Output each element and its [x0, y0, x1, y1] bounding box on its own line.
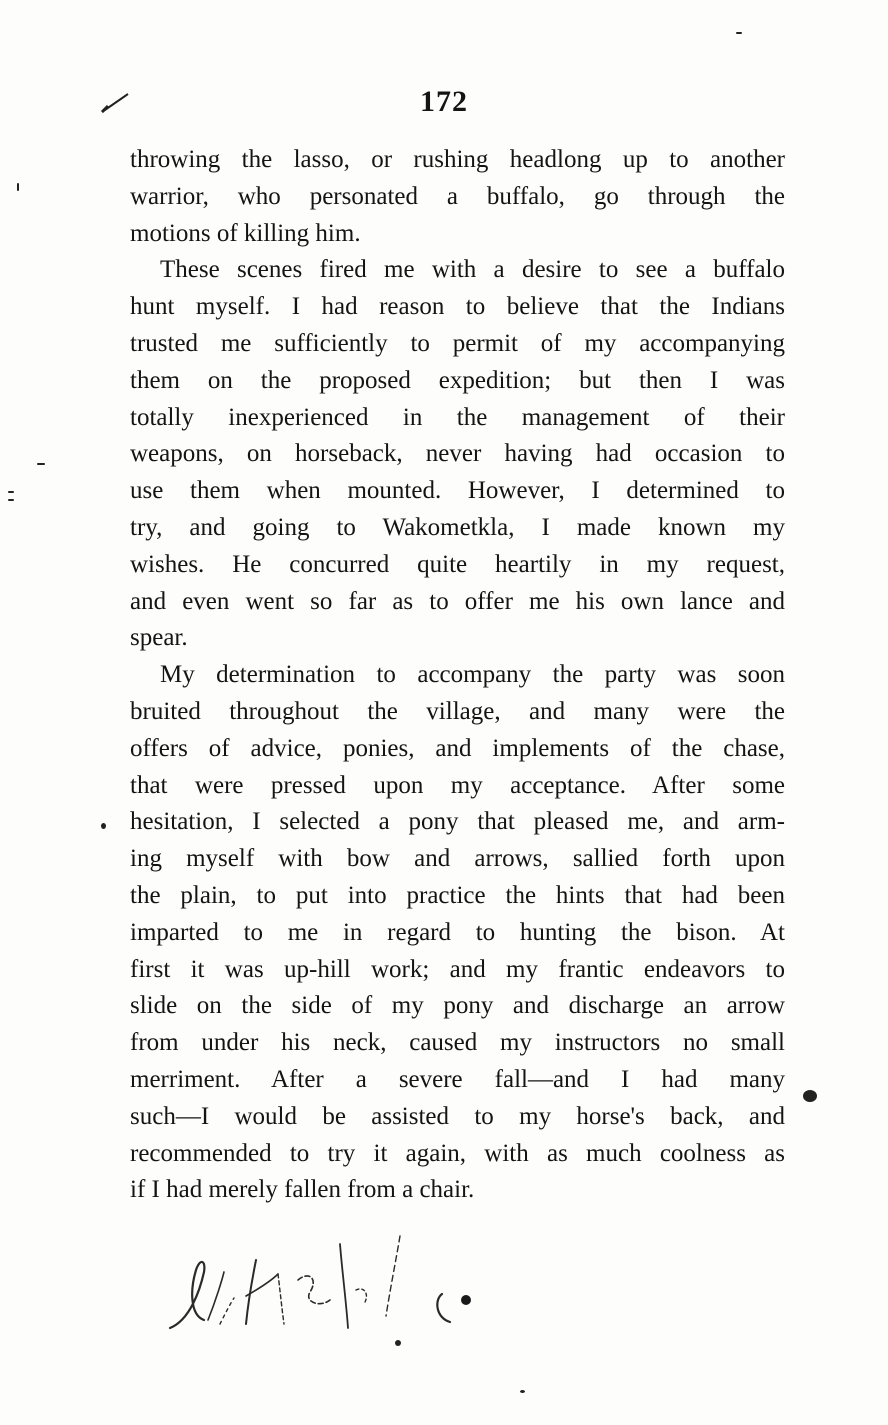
text-line: warrior, who personated a buffalo, go through the	[130, 182, 785, 210]
text-line: and even went so far as to offer me his own lance and	[130, 587, 785, 615]
text-line: totally inexperienced in the management of their	[130, 403, 785, 431]
ink-speck	[736, 32, 742, 34]
paragraph-3	[130, 657, 785, 1209]
text-line: first it was up-hill work; and my frantic endeavors to	[130, 955, 785, 983]
margin-mark-top-left	[100, 92, 130, 114]
page-number: 172	[420, 85, 468, 118]
text-line: use them when mounted. However, I determined to	[130, 477, 785, 505]
text-line: try, and going to Wakometkla, I made known my	[130, 513, 785, 541]
text-line: wishes. He concurred quite heartily in my request,	[130, 550, 785, 578]
text-line: motions of killing him.	[130, 219, 361, 247]
body-text	[130, 142, 785, 1209]
text-line: My determination to accompany the party was soon	[160, 661, 785, 689]
ink-speck	[17, 183, 19, 191]
text-line: spear.	[130, 624, 188, 652]
ink-speck	[8, 499, 14, 501]
text-line: bruited throughout the village, and many were the	[130, 697, 785, 725]
text-line: the plain, to put into practice the hints that had been	[130, 881, 785, 909]
text-line: ing myself with bow and arrows, sallied forth upon	[130, 845, 785, 873]
ink-speck	[803, 1090, 817, 1102]
text-line: recommended to try it again, with as much coolness as	[130, 1139, 785, 1167]
text-line: such—I would be assisted to my horse's back, and	[130, 1102, 785, 1130]
text-line: hunt myself. I had reason to believe that the Indians	[130, 293, 785, 321]
handwritten-signature	[160, 1220, 500, 1370]
ink-speck	[520, 1390, 525, 1393]
text-line: slide on the side of my pony and discharge an arrow	[130, 992, 785, 1020]
paragraph-1	[130, 142, 785, 252]
ink-speck	[8, 491, 14, 493]
ink-speck	[37, 463, 45, 465]
text-line: that were pressed upon my acceptance. After some	[130, 771, 785, 799]
text-line: them on the proposed expedition; but then I was	[130, 366, 785, 394]
text-line: from under his neck, caused my instructors no small	[130, 1029, 785, 1057]
text-line: These scenes fired me with a desire to see a buffalo	[160, 256, 785, 284]
paragraph-2	[130, 252, 785, 657]
text-line: hesitation, I selected a pony that pleased me, and arm-	[130, 808, 785, 836]
text-line: trusted me sufficiently to permit of my accompanying	[130, 329, 785, 357]
text-line: weapons, on horseback, never having had occasion to	[130, 440, 785, 468]
ink-speck	[101, 823, 106, 829]
text-line: offers of advice, ponies, and implements of the chase,	[130, 734, 785, 762]
text-line: throwing the lasso, or rushing headlong up to another	[130, 146, 785, 173]
text-line: if I had merely fallen from a chair.	[130, 1176, 475, 1204]
text-line: imparted to me in regard to hunting the bison. At	[130, 918, 785, 946]
text-line: merriment. After a severe fall—and I had many	[130, 1065, 785, 1093]
